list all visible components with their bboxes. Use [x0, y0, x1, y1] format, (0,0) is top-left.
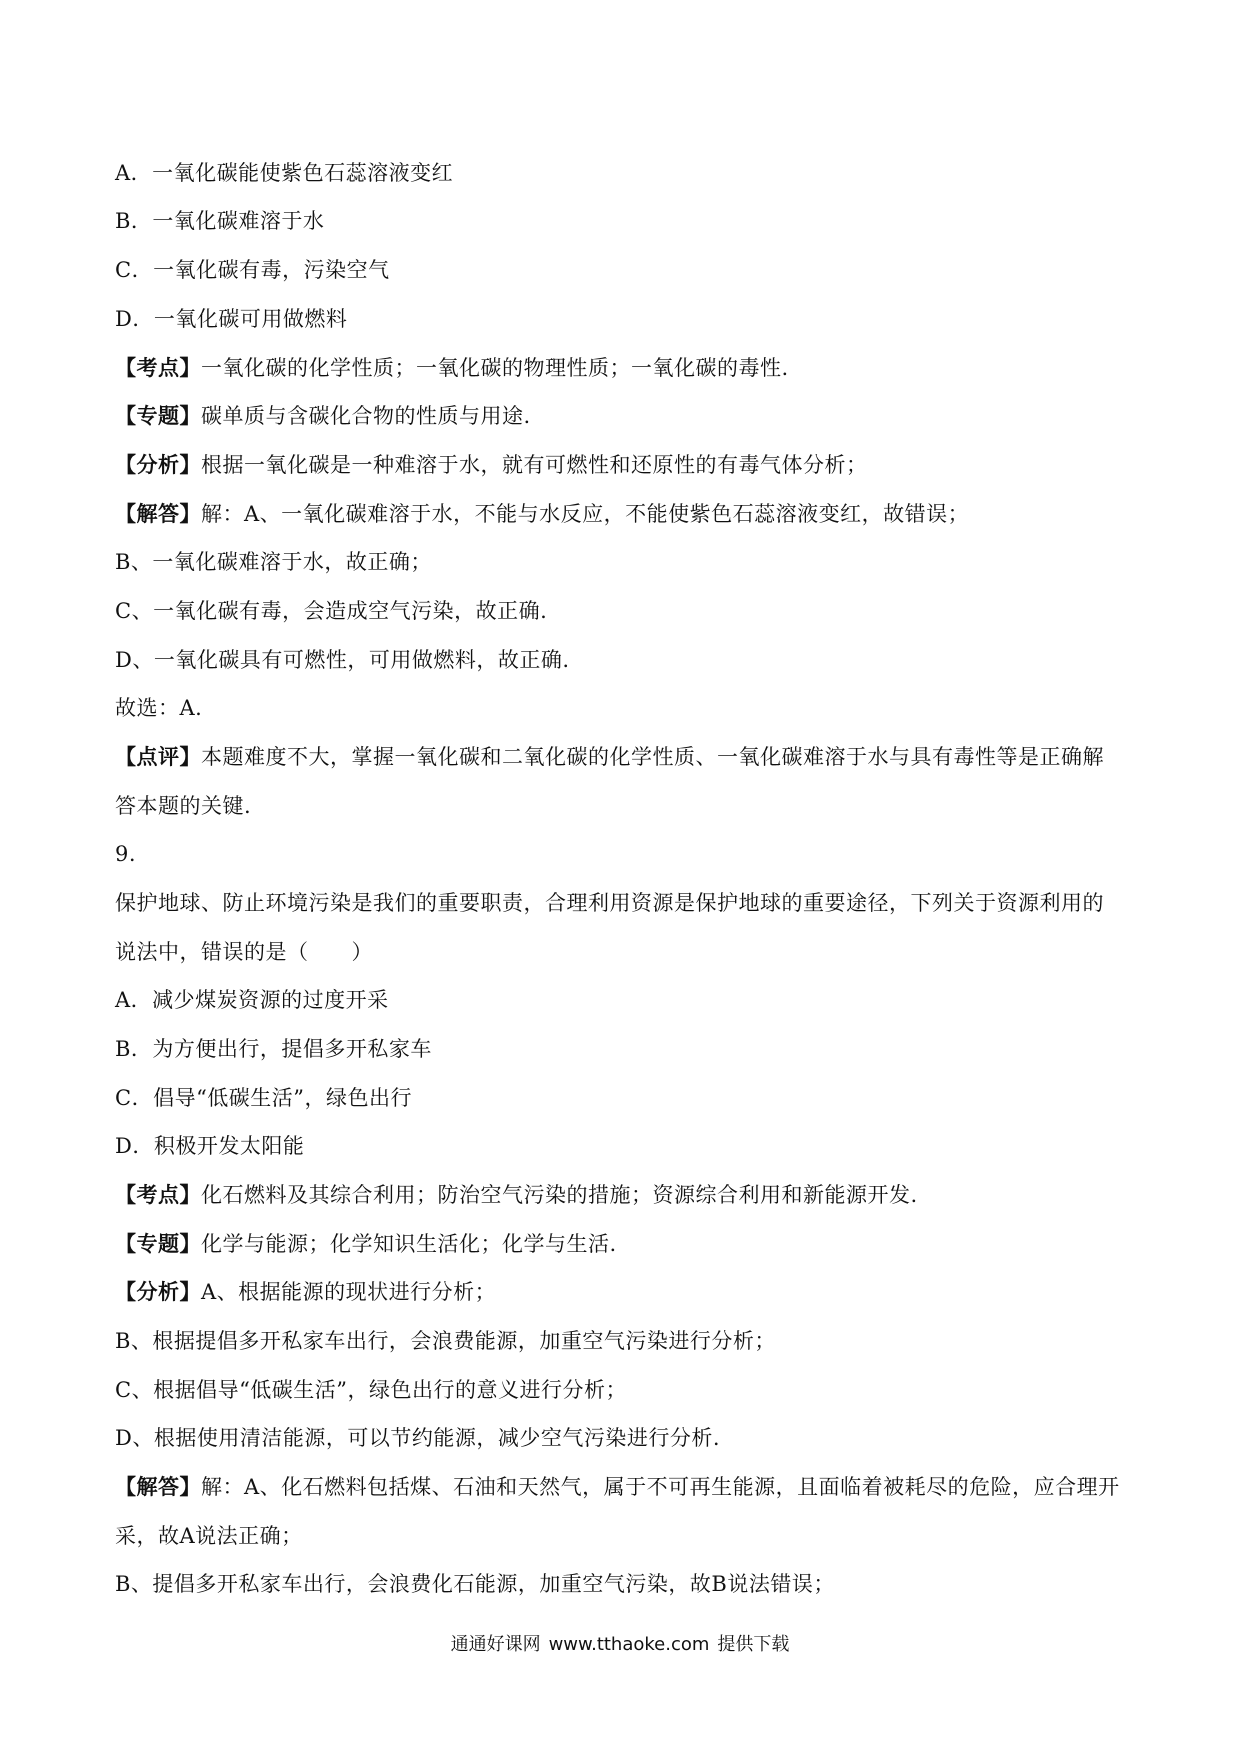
- q8-dianping-tag: 【点评】: [115, 744, 201, 769]
- q8-zhuanti-text: 碳单质与含碳化合物的性质与用途.: [201, 404, 531, 428]
- q8-jieda-line-b: B、一氧化碳难溶于水，故正确；: [115, 550, 432, 574]
- q9-zhuanti-tag: 【专题】: [115, 1231, 201, 1256]
- q9-fenxi-line-d: D、根据使用清洁能源，可以节约能源，减少空气污染进行分析.: [115, 1426, 721, 1450]
- q9-option-d: D．积极开发太阳能: [115, 1134, 305, 1158]
- q9-jieda-line-b: B、提倡多开私家车出行，会浪费化石能源，加重空气污染，故B说法错误；: [115, 1572, 835, 1596]
- q8-option-c: C．一氧化碳有毒，污染空气: [115, 258, 390, 282]
- q8-fenxi-text: 根据一氧化碳是一种难溶于水，就有可燃性和还原性的有毒气体分析；: [201, 453, 868, 477]
- footer-site-name: 通通好课网: [450, 1634, 541, 1655]
- q8-option-a: A．一氧化碳能使紫色石蕊溶液变红: [115, 161, 454, 185]
- q8-dianping: [115, 743, 1104, 771]
- q9-stem-line2: 说法中，错误的是（ ）: [115, 940, 373, 964]
- q8-answer: 故选：A.: [115, 696, 203, 720]
- q9-kaodian-text: 化石燃料及其综合利用；防治空气污染的措施；资源综合利用和新能源开发.: [201, 1183, 918, 1207]
- q8-kaodian: [115, 354, 789, 382]
- q8-kaodian-tag: 【考点】: [115, 355, 201, 380]
- q9-zhuanti: [115, 1230, 617, 1258]
- q8-jieda-line-c: C、一氧化碳有毒，会造成空气污染，故正确.: [115, 599, 548, 623]
- q9-fenxi: [115, 1278, 496, 1306]
- q8-jieda-text: 解：A、一氧化碳难溶于水，不能与水反应，不能使紫色石蕊溶液变红，故错误；: [201, 502, 970, 526]
- q9-jieda-tag: 【解答】: [115, 1474, 201, 1499]
- q8-option-d: D．一氧化碳可用做燃料: [115, 307, 348, 331]
- q8-zhuanti-tag: 【专题】: [115, 403, 201, 428]
- q8-zhuanti: [115, 402, 531, 430]
- q8-jieda-line-d: D、一氧化碳具有可燃性，可用做燃料，故正确.: [115, 648, 570, 672]
- q9-fenxi-line-c: C、根据倡导“低碳生活”，绿色出行的意义进行分析；: [115, 1378, 628, 1402]
- q8-dianping-text: 本题难度不大，掌握一氧化碳和二氧化碳的化学性质、一氧化碳难溶于水与具有毒性等是正确解: [201, 745, 1104, 769]
- q9-jieda-cont: 采，故A说法正确；: [115, 1524, 303, 1548]
- q9-fenxi-line-b: B、根据提倡多开私家车出行，会浪费能源，加重空气污染进行分析；: [115, 1329, 776, 1353]
- q9-stem-line1: 保护地球、防止环境污染是我们的重要职责，合理利用资源是保护地球的重要途径，下列关于资源利用的: [115, 891, 1104, 915]
- page-footer: [0, 1633, 1240, 1657]
- q8-jieda-tag: 【解答】: [115, 501, 201, 526]
- q8-option-b: B．一氧化碳难溶于水: [115, 209, 325, 233]
- q9-fenxi-text: A、根据能源的现状进行分析；: [201, 1280, 497, 1304]
- q9-kaodian: [115, 1181, 918, 1209]
- q8-dianping-cont: 答本题的关键.: [115, 794, 252, 818]
- q8-fenxi-tag: 【分析】: [115, 452, 201, 477]
- q9-number: 9.: [115, 842, 137, 866]
- q9-jieda-text: 解：A、化石燃料包括煤、石油和天然气，属于不可再生能源，且面临着被耗尽的危险，应合理开: [201, 1475, 1120, 1499]
- q9-jieda: [115, 1473, 1120, 1501]
- footer-note: 提供下载: [717, 1634, 790, 1655]
- q9-kaodian-tag: 【考点】: [115, 1182, 201, 1207]
- q8-kaodian-text: 一氧化碳的化学性质；一氧化碳的物理性质；一氧化碳的毒性.: [201, 356, 789, 380]
- footer-url[interactable]: www.tthaoke.com: [548, 1634, 710, 1655]
- q9-option-c: C．倡导“低碳生活”，绿色出行: [115, 1086, 413, 1110]
- q8-jieda: [115, 500, 969, 528]
- q9-option-b: B．为方便出行，提倡多开私家车: [115, 1037, 432, 1061]
- q8-fenxi: [115, 451, 868, 479]
- q9-zhuanti-text: 化学与能源；化学知识生活化；化学与生活.: [201, 1232, 617, 1256]
- q9-option-a: A．减少煤炭资源的过度开采: [115, 988, 389, 1012]
- q9-fenxi-tag: 【分析】: [115, 1279, 201, 1304]
